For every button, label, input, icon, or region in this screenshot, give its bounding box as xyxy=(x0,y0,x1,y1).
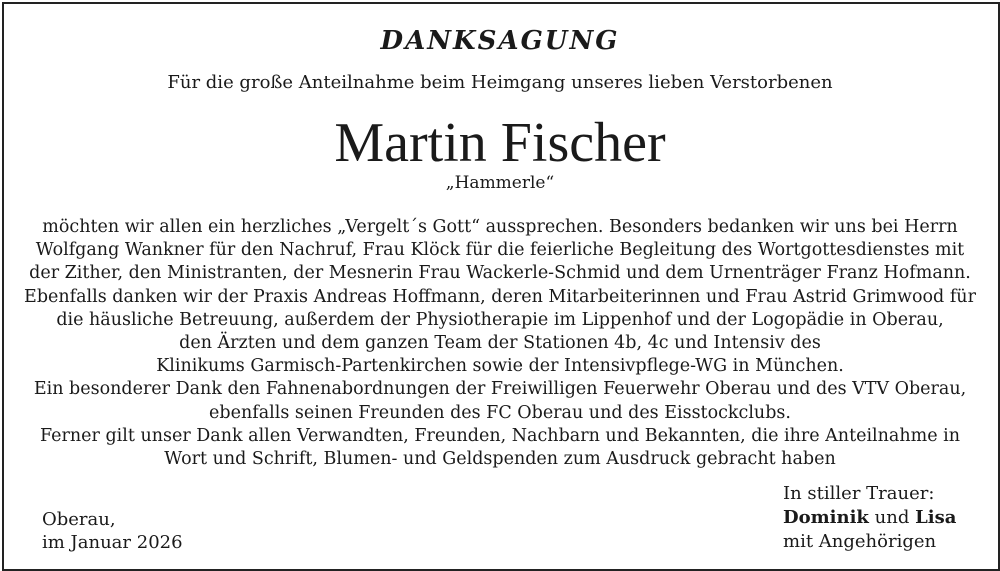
notice-intro: Für die große Anteilnahme beim Heimgang unseres lieben Verstorbenen xyxy=(167,72,833,93)
signature-relatives: mit Angehörigen xyxy=(783,531,937,552)
body-line: Wolfgang Wankner für den Nachruf, Frau Klöck für die feierliche Begleitung des Wortgottesdienstes mit xyxy=(35,240,965,261)
signature-conjunction: und xyxy=(874,507,910,528)
body-line: Wort und Schrift, Blumen- und Geldspenden zum Ausdruck gebracht haben xyxy=(164,449,836,470)
place: Oberau, xyxy=(42,509,116,530)
signature-names xyxy=(783,506,956,530)
notice-heading: DANKSAGUNG xyxy=(380,26,620,56)
body-line: Ein besonderer Dank den Fahnenabordnungen der Freiwilligen Feuerwehr Oberau und des VTV Oberau, xyxy=(33,379,967,400)
body-line: der Zither, den Ministranten, der Mesnerin Frau Wackerle-Schmid und dem Urnenträger Franz Hofmann. xyxy=(29,263,971,284)
body-line: die häusliche Betreuung, außerdem der Physiotherapie im Lippenhof und der Logopädie in Oberau, xyxy=(56,309,944,330)
mourner-name: Dominik xyxy=(783,507,869,528)
body-line: Ebenfalls danken wir der Praxis Andreas Hoffmann, deren Mitarbeiterinnen und Frau Astrid Grimwood für xyxy=(24,286,976,307)
deceased-nickname: „Hammerle“ xyxy=(445,173,555,193)
date: im Januar 2026 xyxy=(42,532,183,553)
body-line: Ferner gilt unser Dank allen Verwandten, Freunden, Nachbarn und Bekannten, die ihre Anteilnahme in xyxy=(39,425,961,446)
mourners-signature xyxy=(783,482,956,554)
place-and-date xyxy=(42,508,183,554)
mourner-name: Lisa xyxy=(915,507,957,528)
deceased-name: Martin Fischer xyxy=(334,112,666,174)
signature-intro: In stiller Trauer: xyxy=(783,483,935,504)
body-line: möchten wir allen ein herzliches „Vergelt´s Gott“ aussprechen. Besonders bedanken wir uns bei Herrn xyxy=(42,217,958,237)
body-line: ebenfalls seinen Freunden des FC Oberau und des Eisstockclubs. xyxy=(209,402,791,423)
body-line: Klinikums Garmisch-Partenkirchen sowie der Intensivpflege-WG in München. xyxy=(156,356,844,377)
body-line: den Ärzten und dem ganzen Team der Stationen 4b, 4c und Intensiv des xyxy=(179,333,821,354)
thank-you-text xyxy=(14,216,986,471)
